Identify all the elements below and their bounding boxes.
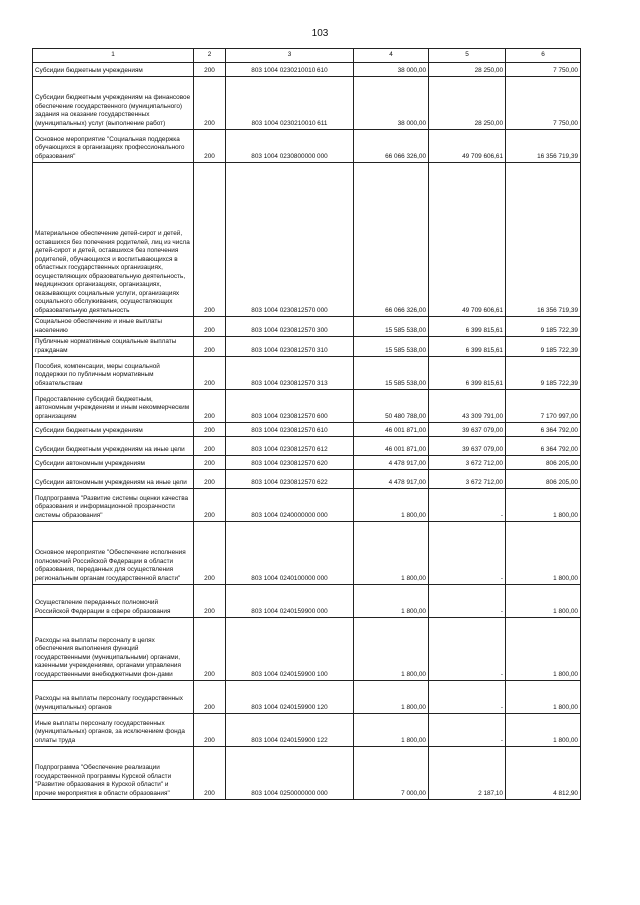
row-executed-amount-cell: 49 709 606,61	[429, 163, 506, 317]
table-row	[33, 423, 581, 437]
row-approved-amount-cell: 1 800,00	[354, 714, 429, 747]
row-remaining-amount-cell: 806 205,00	[506, 456, 581, 470]
table-row	[33, 130, 581, 163]
row-code-cell: 200	[194, 618, 226, 681]
row-approved-amount-cell: 1 800,00	[354, 618, 429, 681]
row-executed-amount-cell: -	[429, 489, 506, 522]
row-executed-amount-cell: 2 187,10	[429, 747, 506, 800]
row-remaining-amount-cell: 16 356 719,39	[506, 130, 581, 163]
row-remaining-amount-cell: 1 800,00	[506, 681, 581, 714]
row-name-cell: Субсидии бюджетным учреждениям	[33, 423, 194, 437]
row-approved-amount-cell: 1 800,00	[354, 585, 429, 618]
row-approved-amount-cell: 38 000,00	[354, 77, 429, 130]
row-executed-amount-cell: 28 250,00	[429, 63, 506, 77]
row-code-cell: 200	[194, 747, 226, 800]
header-cell: 4	[354, 49, 429, 63]
row-approved-amount-cell: 7 000,00	[354, 747, 429, 800]
page-number: 103	[311, 28, 329, 39]
table-row	[33, 390, 581, 423]
row-code-cell: 200	[194, 522, 226, 585]
row-remaining-amount-cell: 7 750,00	[506, 77, 581, 130]
row-name-cell: Публичные нормативные социальные выплаты гражданам	[33, 337, 194, 357]
table-row	[33, 681, 581, 714]
row-name-cell: Социальное обеспечение и иные выплаты населению	[33, 317, 194, 337]
table-row	[33, 747, 581, 800]
table-row	[33, 456, 581, 470]
row-name-cell: Пособия, компенсации, меры социальной поддержки по публичным нормативным обязательствам	[33, 357, 194, 390]
row-code-cell: 200	[194, 163, 226, 317]
header-cell: 1	[33, 49, 194, 63]
row-classification-cell: 803 1004 0230812570 313	[226, 357, 354, 390]
row-approved-amount-cell: 46 001 871,00	[354, 437, 429, 456]
table-row	[33, 63, 581, 77]
row-remaining-amount-cell: 9 185 722,39	[506, 337, 581, 357]
row-approved-amount-cell: 66 066 326,00	[354, 163, 429, 317]
table-row	[33, 618, 581, 681]
row-code-cell: 200	[194, 77, 226, 130]
table-row	[33, 714, 581, 747]
row-code-cell: 200	[194, 470, 226, 489]
header-cell: 5	[429, 49, 506, 63]
row-code-cell: 200	[194, 63, 226, 77]
row-classification-cell: 803 1004 0240159900 122	[226, 714, 354, 747]
row-executed-amount-cell: 43 309 791,00	[429, 390, 506, 423]
row-remaining-amount-cell: 7 170 997,00	[506, 390, 581, 423]
row-name-cell: Предоставление субсидий бюджетным, автономным учреждениям и иным некоммерческим организациям	[33, 390, 194, 423]
row-name-cell: Расходы на выплаты персоналу в целях обеспечения выполнения функций государственными (муниципальными) органами, казенными учреждениями, органами управления государственными внебюджетными фон-дами	[33, 618, 194, 681]
row-executed-amount-cell: 49 709 606,61	[429, 130, 506, 163]
header-cell: 3	[226, 49, 354, 63]
row-remaining-amount-cell: 1 800,00	[506, 618, 581, 681]
row-approved-amount-cell: 1 800,00	[354, 522, 429, 585]
row-remaining-amount-cell: 1 800,00	[506, 489, 581, 522]
row-code-cell: 200	[194, 357, 226, 390]
row-classification-cell: 803 1004 0240000000 000	[226, 489, 354, 522]
row-classification-cell: 803 1004 0230812570 622	[226, 470, 354, 489]
row-code-cell: 200	[194, 437, 226, 456]
table-row	[33, 489, 581, 522]
row-name-cell: Подпрограмма "Развитие системы оценки качества образования и информационной прозрачности системы образования"	[33, 489, 194, 522]
budget-table	[32, 48, 581, 800]
row-code-cell: 200	[194, 489, 226, 522]
row-remaining-amount-cell: 4 812,90	[506, 747, 581, 800]
row-executed-amount-cell: 28 250,00	[429, 77, 506, 130]
row-approved-amount-cell: 66 066 326,00	[354, 130, 429, 163]
row-classification-cell: 803 1004 0230210010 610	[226, 63, 354, 77]
row-executed-amount-cell: -	[429, 585, 506, 618]
row-executed-amount-cell: 6 399 815,61	[429, 337, 506, 357]
row-approved-amount-cell: 1 800,00	[354, 489, 429, 522]
table-row	[33, 585, 581, 618]
row-code-cell: 200	[194, 714, 226, 747]
row-executed-amount-cell: -	[429, 681, 506, 714]
header-cell: 2	[194, 49, 226, 63]
row-approved-amount-cell: 1 800,00	[354, 681, 429, 714]
table-row	[33, 337, 581, 357]
row-executed-amount-cell: 39 637 079,00	[429, 437, 506, 456]
row-approved-amount-cell: 50 480 788,00	[354, 390, 429, 423]
row-classification-cell: 803 1004 0230812570 612	[226, 437, 354, 456]
row-executed-amount-cell: 3 672 712,00	[429, 456, 506, 470]
row-code-cell: 200	[194, 337, 226, 357]
header-cell: 6	[506, 49, 581, 63]
table-row	[33, 317, 581, 337]
row-classification-cell: 803 1004 0230812570 310	[226, 337, 354, 357]
row-code-cell: 200	[194, 130, 226, 163]
row-classification-cell: 803 1004 0250000000 000	[226, 747, 354, 800]
row-code-cell: 200	[194, 317, 226, 337]
row-name-cell: Субсидии автономным учреждениям	[33, 456, 194, 470]
row-remaining-amount-cell: 16 356 719,39	[506, 163, 581, 317]
row-approved-amount-cell: 15 585 538,00	[354, 357, 429, 390]
row-approved-amount-cell: 4 478 917,00	[354, 456, 429, 470]
row-name-cell: Осуществление переданных полномочий Российской Федерации в сфере образования	[33, 585, 194, 618]
row-executed-amount-cell: -	[429, 714, 506, 747]
row-executed-amount-cell: 6 399 815,61	[429, 317, 506, 337]
row-remaining-amount-cell: 806 205,00	[506, 470, 581, 489]
row-code-cell: 200	[194, 681, 226, 714]
table-row	[33, 357, 581, 390]
row-remaining-amount-cell: 1 800,00	[506, 714, 581, 747]
table-row	[33, 522, 581, 585]
row-executed-amount-cell: 6 399 815,61	[429, 357, 506, 390]
row-name-cell: Расходы на выплаты персоналу государственных (муниципальных) органов	[33, 681, 194, 714]
row-classification-cell: 803 1004 0230812570 600	[226, 390, 354, 423]
row-classification-cell: 803 1004 0240159900 120	[226, 681, 354, 714]
table-row	[33, 437, 581, 456]
row-approved-amount-cell: 15 585 538,00	[354, 337, 429, 357]
row-remaining-amount-cell: 1 800,00	[506, 522, 581, 585]
row-code-cell: 200	[194, 456, 226, 470]
table-row	[33, 163, 581, 317]
row-name-cell: Подпрограмма "Обеспечение реализации государственной программы Курской области "Развитие образования в Курской области" и прочие мероприятия в области образования"	[33, 747, 194, 800]
row-classification-cell: 803 1004 0230812570 000	[226, 163, 354, 317]
row-code-cell: 200	[194, 390, 226, 423]
row-code-cell: 200	[194, 423, 226, 437]
row-code-cell: 200	[194, 585, 226, 618]
row-name-cell: Субсидии автономным учреждениям на иные цели	[33, 470, 194, 489]
row-remaining-amount-cell: 6 364 792,00	[506, 437, 581, 456]
row-executed-amount-cell: -	[429, 618, 506, 681]
row-executed-amount-cell: -	[429, 522, 506, 585]
table-body	[33, 49, 581, 800]
row-approved-amount-cell: 46 001 871,00	[354, 423, 429, 437]
row-name-cell: Субсидии бюджетным учреждениям на финансовое обеспечение государственного (муниципального) задания на оказание государственных (муниципальных) услуг (выполнение работ)	[33, 77, 194, 130]
table-row	[33, 470, 581, 489]
row-name-cell: Материальное обеспечение детей-сирот и детей, оставшихся без попечения родителей, лиц из числа детей-сирот и детей, оставшихся без попечения родителей, обучающихся и воспитывающихся в областных государственных организациях, осуществляющих образовательную деятельность, медицинских организациях, организациях, оказывающих социальные услуги, организациях социального обслуживания, осуществляющих образовательную деятельность	[33, 163, 194, 317]
row-remaining-amount-cell: 9 185 722,39	[506, 357, 581, 390]
row-classification-cell: 803 1004 0240100000 000	[226, 522, 354, 585]
row-name-cell: Иные выплаты персоналу государственных (муниципальных) органов, за исключением фонда оплаты труда	[33, 714, 194, 747]
row-classification-cell: 803 1004 0230812570 620	[226, 456, 354, 470]
row-classification-cell: 803 1004 0230812570 610	[226, 423, 354, 437]
row-remaining-amount-cell: 6 364 792,00	[506, 423, 581, 437]
row-classification-cell: 803 1004 0230800000 000	[226, 130, 354, 163]
row-remaining-amount-cell: 7 750,00	[506, 63, 581, 77]
row-executed-amount-cell: 3 672 712,00	[429, 470, 506, 489]
table-header-row	[33, 49, 581, 63]
row-approved-amount-cell: 15 585 538,00	[354, 317, 429, 337]
row-classification-cell: 803 1004 0240159900 100	[226, 618, 354, 681]
row-executed-amount-cell: 39 637 079,00	[429, 423, 506, 437]
row-name-cell: Субсидии бюджетным учреждениям	[33, 63, 194, 77]
row-classification-cell: 803 1004 0240159900 000	[226, 585, 354, 618]
row-name-cell: Основное мероприятие "Социальная поддержка обучающихся в организациях профессионального образования"	[33, 130, 194, 163]
row-remaining-amount-cell: 1 800,00	[506, 585, 581, 618]
row-remaining-amount-cell: 9 185 722,39	[506, 317, 581, 337]
table-row	[33, 77, 581, 130]
row-name-cell: Основное мероприятие "Обеспечение исполнения полномочий Российской Федерации в области образования, переданных для осуществления региональным органам государственной власти"	[33, 522, 194, 585]
row-classification-cell: 803 1004 0230812570 300	[226, 317, 354, 337]
row-name-cell: Субсидии бюджетным учреждениям на иные цели	[33, 437, 194, 456]
row-approved-amount-cell: 38 000,00	[354, 63, 429, 77]
row-approved-amount-cell: 4 478 917,00	[354, 470, 429, 489]
row-classification-cell: 803 1004 0230210010 611	[226, 77, 354, 130]
